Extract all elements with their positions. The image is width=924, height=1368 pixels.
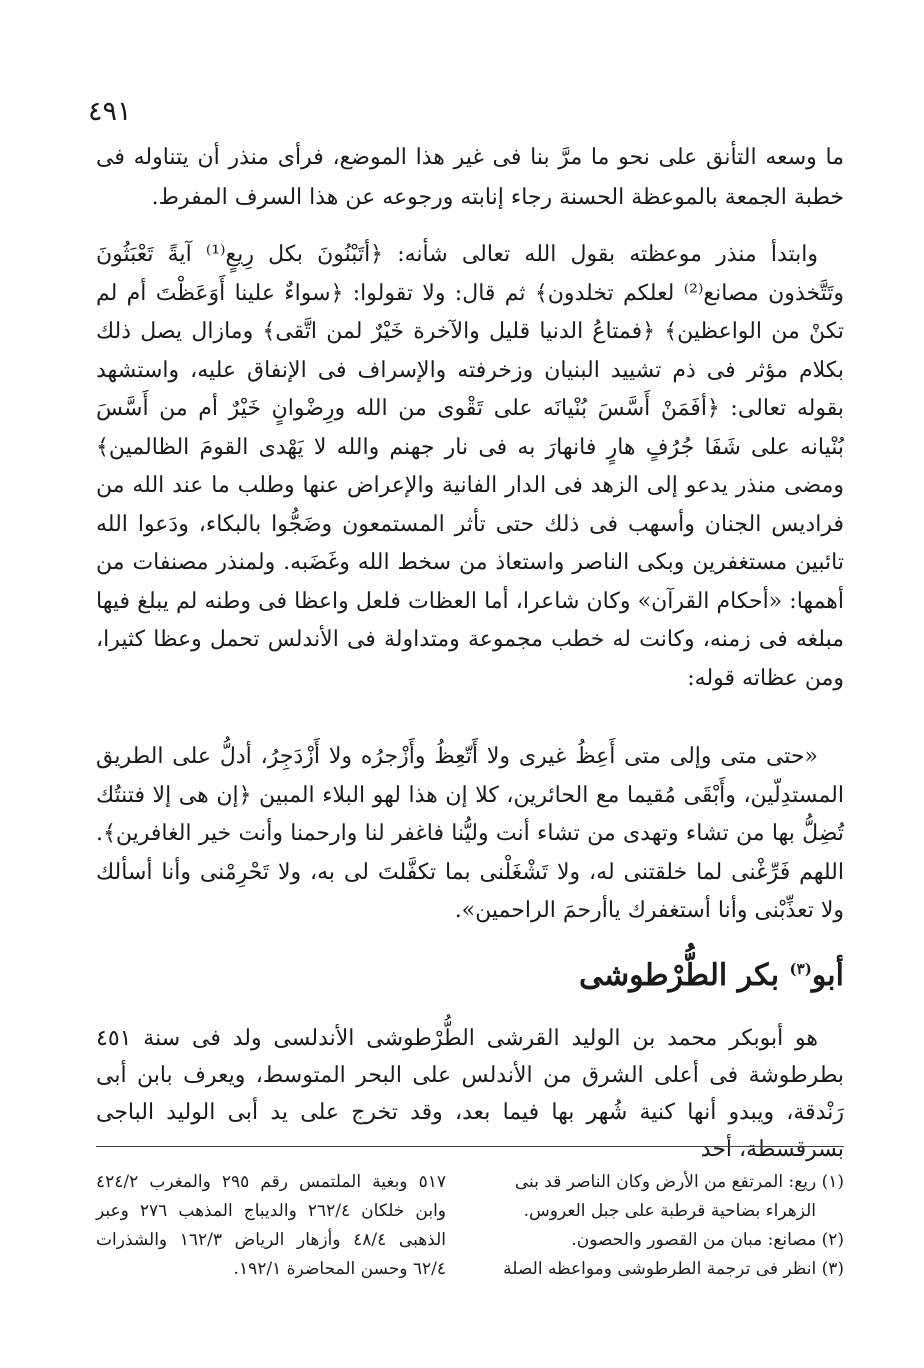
- quoted-sermon-paragraph: [96, 738, 844, 931]
- footnote-continuation: ٥١٧ وبغية الملتمس رقم ٢٩٥ والمغرب ٤٢٤/٢ وابن خلكان ٢٦٢/٤ والديباج المذهب ٢٧٦ وعبر الذهبى ٤٨/٤ وأزهار الرياض ١٦٢/٣ والشذرات ٦٢/٤ وحسن المحاضرة ١٩٢/١.: [96, 1172, 446, 1279]
- paragraph-text: ما وسعه التأنق على نحو ما مرَّ بنا فى غير هذا الموضع، فرأى منذر أن يتناوله فى خطبة الجمعة بالموعظة الحسنة رجاء إنابته ورجوعه عن هذا السرف المفرط.: [96, 145, 844, 210]
- body-paragraph: [96, 138, 844, 218]
- footnote-divider: [96, 1146, 844, 1147]
- footnote: (١) ريع: المرتفع من الأرض وكان الناصر قد بنى: [514, 1172, 844, 1192]
- paragraph-text: «حتى متى وإلى متى أَعِظُ غيرى ولا أَتّعِظُ وأَزْجرُه ولا أَزْدَجِرُ، أدلُّ على الطريق المستدِلّين، وأَبْقَى مُقيما مع الحائرين، كلا إن هذا لهو البلاء المبين ﴿إن هى إلا فتنتُك تُضِلُّ بها من تشاء وتهدى من تشاء أنت وليُّنا فاغفر لنا وارحمنا وأنت خير الغافرين﴾. اللهم فَرِّغْنى لما خلقتنى له، ولا تَشْغَلْنى بما تكفَّلتَ لى به، ولا تَحْرِمْنى وأنا أسألك ولا تعذِّبْنى وأنا أستغفرك ياأرحمَ الراحمين».: [96, 744, 844, 923]
- footnotes-column-left: [96, 1168, 446, 1284]
- paragraph-text: هو أبوبكر محمد بن الوليد القرشى الطُّرْطوشى الأندلسى ولد فى سنة ٤٥١ بطرطوشة فى أعلى الشرق من الأندلس على البحر المتوسط، ويعرف بابن أبى رَنْدقة، ويبدو أنها كنية شُهر بها فيما بعد، وقد تخرج على يد أبى الوليد الباجى بسرقسطة، أحد: [96, 1026, 844, 1162]
- footnote: (٢) مصانع: مبان من القصور والحصون.: [571, 1230, 844, 1250]
- heading-text: بكر الطُّرْطوشى: [579, 958, 790, 993]
- heading-text: أبو: [811, 958, 844, 993]
- page-number: ٤٩١: [88, 96, 132, 127]
- footnote-continuation: الزهراء بضاحية قرطبة على جبل العروس.: [523, 1201, 816, 1221]
- footnote-marker: (٣): [789, 960, 812, 978]
- paragraph-text: وابتدأ منذر موعظته بقول الله تعالى شأنه: ﴿أتَبْنُونَ بكل رِيعٍ⁽¹⁾ آيةً تَعْبَثُونَ وتَتَّخذون مصانع⁽²⁾ لعلكم تخلدون﴾ ثم قال: ولا تقولوا: ﴿سواءٌ علينا أَوَعَظْتَ أم لم تكنْ من الواعظين﴾ ﴿فمتاعُ الدنيا قليل والآخرة خَيْرٌ لمن اتَّقى﴾ ومازال يصل ذلك بكلام مؤثر فى ذم تشييد البنيان وزخرفته والإسراف فى الإنفاق عليه، واستشهد بقوله تعالى: ﴿أفَمَنْ أَسَّسَ بُنْيانَه على تَقْوى من الله ورِضْوانٍ خَيْرٌ أم من أَسَّسَ بُنْيانه على شَفَا جُرُفٍ هارٍ فانهارَ به فى نار جهنم والله لا يَهْدى القومَ الظالمين﴾ ومضى منذر يدعو إلى الزهد فى الدار الفانية والإعراض عنها وطلب ما عند الله من فراديس الجنان وأسهب فى ذلك حتى تأثر المستمعون وضَجُّوا بالبكاء، ودَعوا الله تائبين مستغفرين وبكى الناصر واستعاذ من سخط الله وغَضَبه. ولمنذر مصنفات من أهمها: «أحكام القرآن» وكان شاعرا، أما العظات فلعل واعظا فى وطنه لم يبلغ فيها مبلغه فى زمنه، وكانت له خطب مجموعة ومتداولة فى الأندلس تحمل وعظا كثيرا، ومن عظاته قوله:: [96, 242, 844, 691]
- section-heading: [579, 958, 844, 993]
- body-paragraph: [96, 236, 844, 698]
- footnotes-column-right: [494, 1168, 844, 1284]
- footnote: (٣) انظر فى ترجمة الطرطوشى ومواعظه الصلة: [503, 1259, 844, 1279]
